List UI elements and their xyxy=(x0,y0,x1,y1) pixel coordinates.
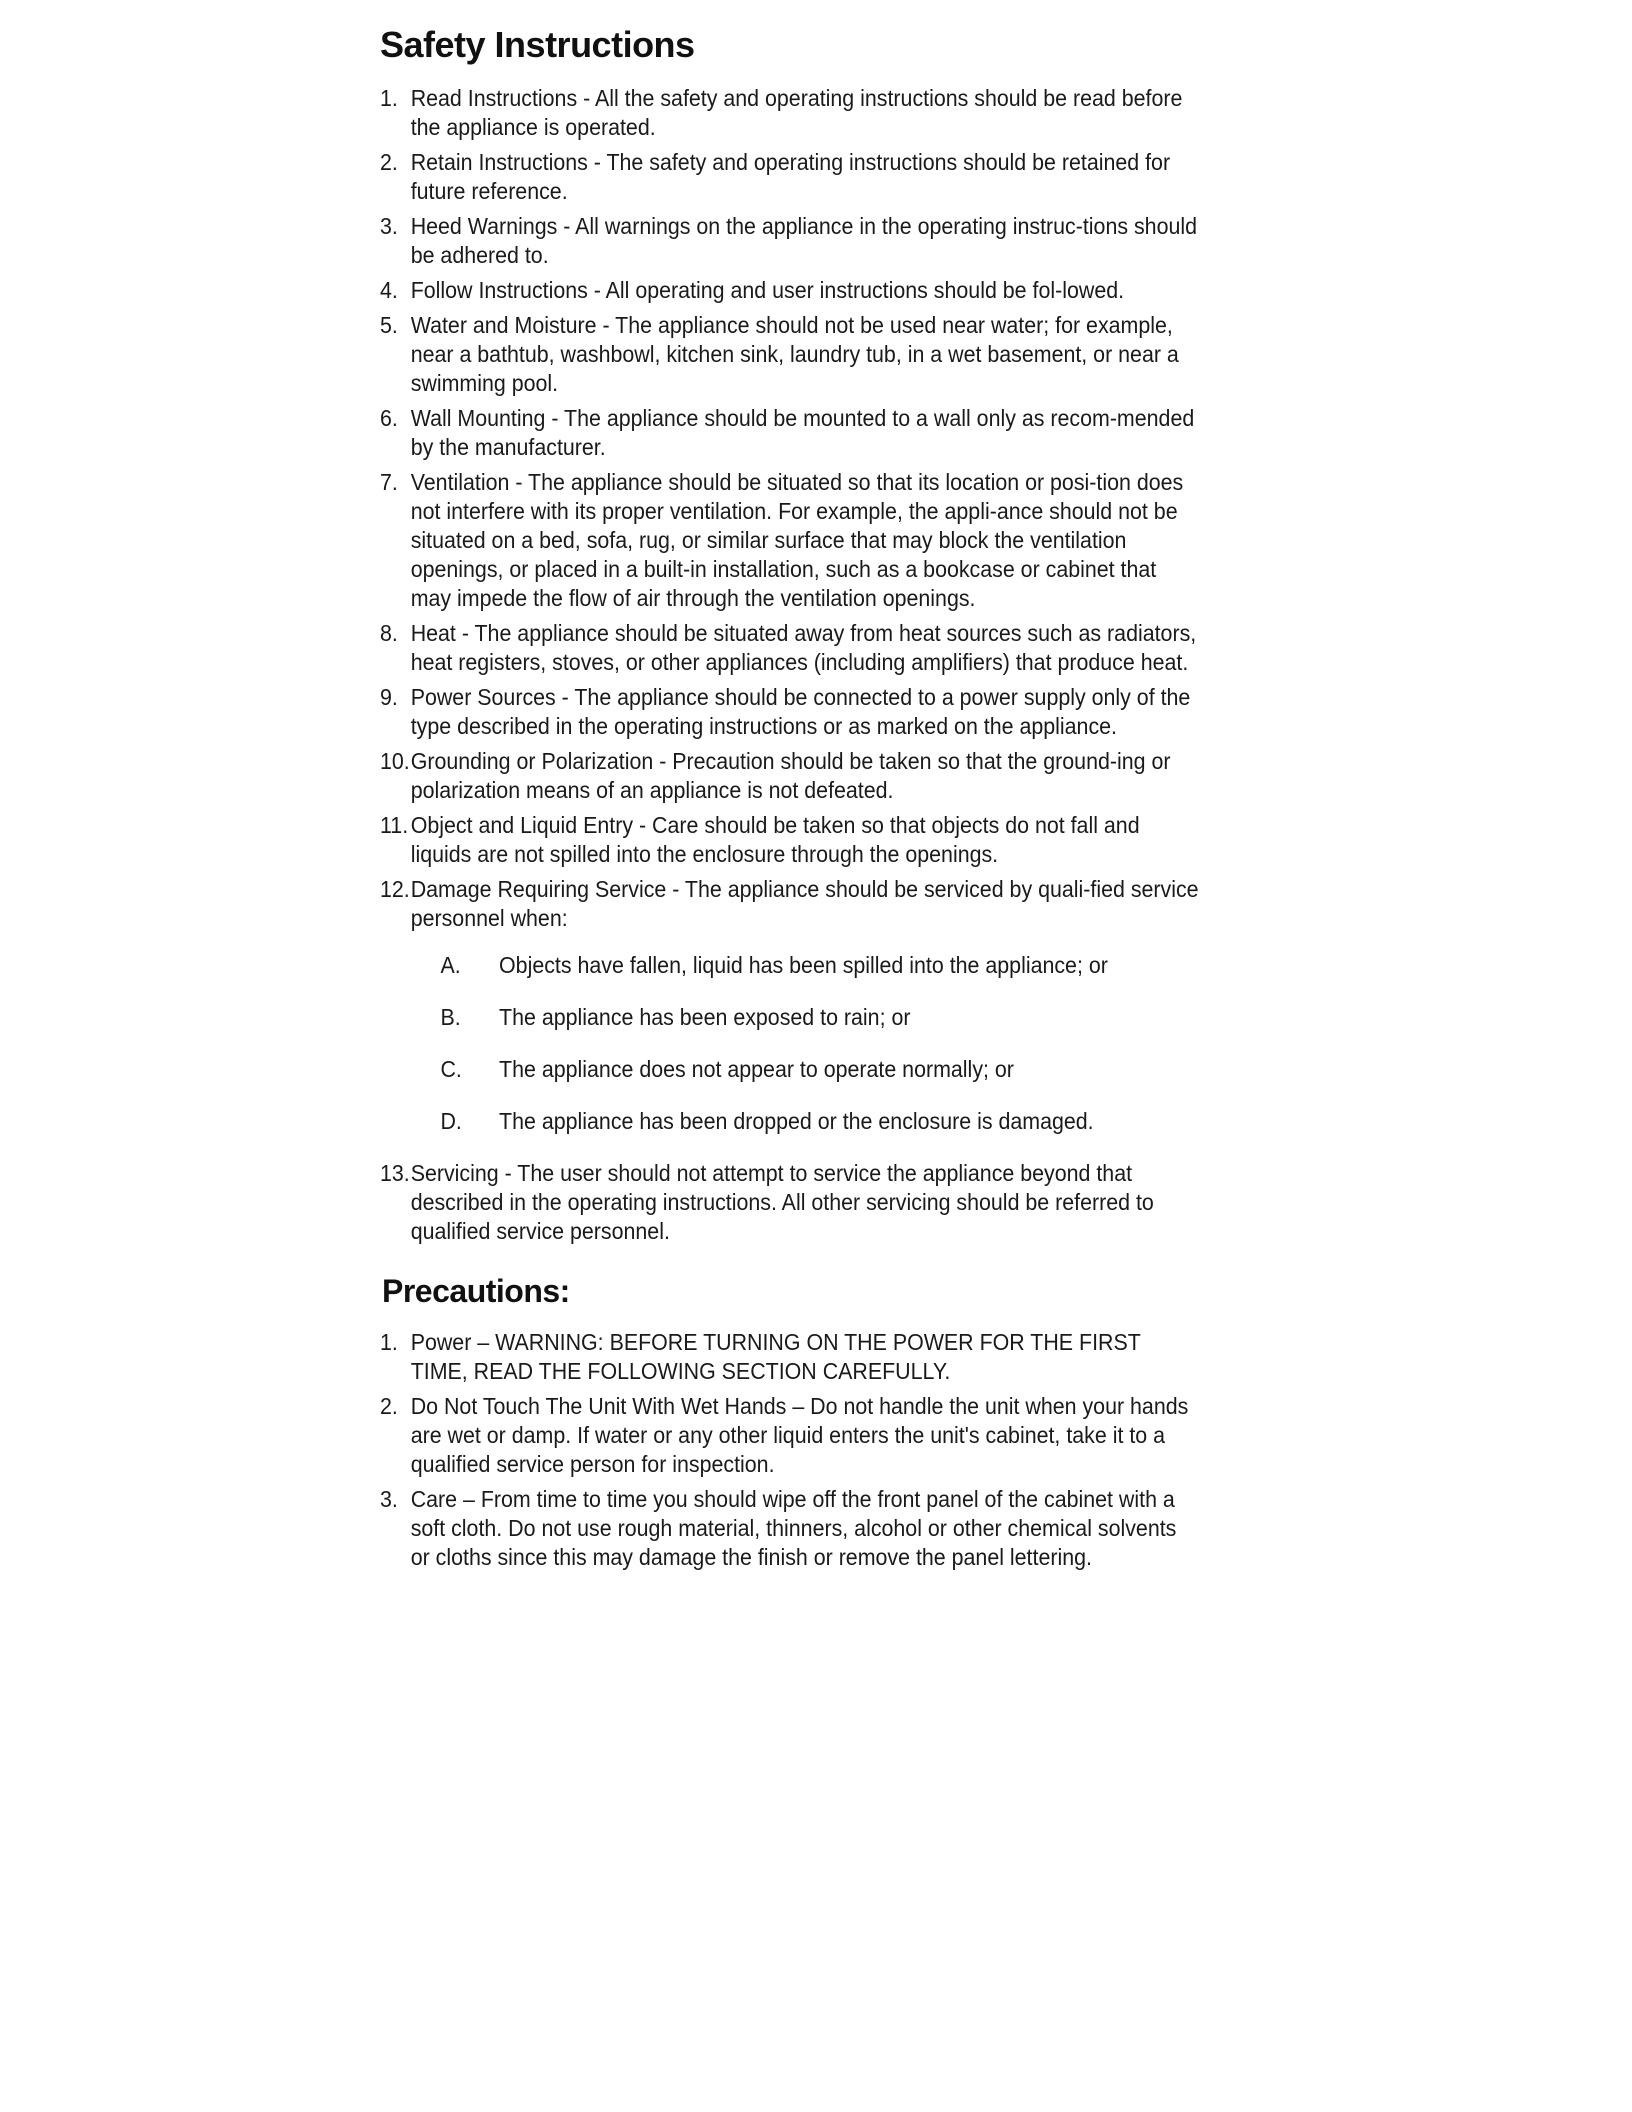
list-item xyxy=(380,619,1201,677)
item-number: 8. xyxy=(380,620,398,646)
list-item xyxy=(380,747,1201,805)
sub-item-letter: A. xyxy=(440,952,461,978)
item-number: 12. xyxy=(380,876,410,902)
list-item xyxy=(380,276,1201,305)
item-number: 13. xyxy=(380,1160,410,1186)
item-text: Read Instructions - All the safety and operating instructions should be read before the appliance is operated. xyxy=(410,85,1183,140)
item-number: 9. xyxy=(380,684,398,710)
item-text: Care – From time to time you should wipe off the front panel of the cabinet with a soft cloth. Do not use rough material, thinners, alcohol or other chemical solvents or cloths since this may damage the finish or remove the panel lettering. xyxy=(410,1486,1177,1570)
item-number: 3. xyxy=(380,213,398,239)
item-text: Wall Mounting - The appliance should be mounted to a wall only as recom-mended by the manufacturer. xyxy=(410,405,1195,460)
item-text: Ventilation - The appliance should be situated so that its location or posi-tion does not interfere with its proper ventilation. For example, the appli-ance should not be situated on a bed, sofa, rug, or similar surface that may block the ventilation openings, or placed in a built-in installation, such as a bookcase or cabinet that may impede the flow of air through the ventilation openings. xyxy=(410,469,1184,611)
item-number: 1. xyxy=(380,1329,398,1355)
item-number: 1. xyxy=(380,85,398,111)
item-text: Retain Instructions - The safety and operating instructions should be retained for future reference. xyxy=(410,149,1171,204)
list-item xyxy=(380,148,1201,206)
precautions-list xyxy=(380,1328,1189,1572)
list-item xyxy=(380,84,1201,142)
list-item xyxy=(380,683,1201,741)
item-number: 4. xyxy=(380,277,398,303)
document-page xyxy=(380,22,1199,1578)
item-text: Heed Warnings - All warnings on the appliance in the operating instruc-tions should be adhered to. xyxy=(410,213,1198,268)
item-text: Damage Requiring Service - The appliance should be serviced by quali-fied service personnel when: xyxy=(410,876,1199,931)
sub-list-item xyxy=(411,1055,1201,1084)
sub-item-text: The appliance has been dropped or the enclosure is damaged. xyxy=(499,1108,1094,1134)
sub-item-text: The appliance does not appear to operate normally; or xyxy=(499,1056,1014,1082)
sub-item-letter: C. xyxy=(440,1056,462,1082)
list-item xyxy=(380,1392,1201,1479)
item-text: Follow Instructions - All operating and user instructions should be fol-lowed. xyxy=(410,277,1125,303)
list-item xyxy=(380,212,1201,270)
sub-list-item xyxy=(411,1107,1201,1136)
item-number: 11. xyxy=(380,812,409,838)
item-text: Heat - The appliance should be situated away from heat sources such as radiators, heat registers, stoves, or other appliances (including amplifiers) that produce heat. xyxy=(410,620,1197,675)
item-number: 6. xyxy=(380,405,398,431)
item-number: 7. xyxy=(380,469,398,495)
sub-item-letter: D. xyxy=(440,1108,462,1134)
item-text: Power Sources - The appliance should be connected to a power supply only of the type described in the operating instructions or as marked on the appliance. xyxy=(410,684,1191,739)
safety-instructions-list xyxy=(380,84,1199,1246)
sub-item-letter: B. xyxy=(440,1004,461,1030)
item-text: Power – WARNING: BEFORE TURNING ON THE POWER FOR THE FIRST TIME, READ THE FOLLOWING SECTION CAREFULLY. xyxy=(410,1329,1141,1384)
list-item xyxy=(380,404,1201,462)
item-text: Do Not Touch The Unit With Wet Hands – Do not handle the unit when your hands are wet or damp. If water or any other liquid enters the unit's cabinet, take it to a qualified service person for inspection. xyxy=(410,1393,1189,1477)
list-item xyxy=(380,468,1201,613)
list-item xyxy=(380,1485,1201,1572)
list-item xyxy=(380,875,1201,1136)
item-number: 2. xyxy=(380,1393,398,1419)
list-item xyxy=(380,1159,1201,1246)
sub-item-text: Objects have fallen, liquid has been spilled into the appliance; or xyxy=(499,952,1108,978)
item-number: 2. xyxy=(380,149,398,175)
sub-list-item xyxy=(411,1003,1201,1032)
list-item xyxy=(380,1328,1201,1386)
precautions-heading: Precautions: xyxy=(382,1273,570,1309)
item-number: 10. xyxy=(380,748,410,774)
page-title: Safety Instructions xyxy=(380,24,695,65)
item-number: 5. xyxy=(380,312,398,338)
sub-list-item xyxy=(411,951,1201,980)
list-item xyxy=(380,811,1201,869)
list-item xyxy=(380,311,1201,398)
item-text: Grounding or Polarization - Precaution should be taken so that the ground-ing or polarization means of an appliance is not defeated. xyxy=(410,748,1171,803)
item-text: Object and Liquid Entry - Care should be taken so that objects do not fall and liquids are not spilled into the enclosure through the openings. xyxy=(410,812,1140,867)
item-number: 3. xyxy=(380,1486,398,1512)
service-conditions-list xyxy=(411,951,1201,1136)
item-text: Servicing - The user should not attempt to service the appliance beyond that described in the operating instructions. All other servicing should be referred to qualified service personnel. xyxy=(410,1160,1154,1244)
item-text: Water and Moisture - The appliance should not be used near water; for example, near a bathtub, washbowl, kitchen sink, laundry tub, in a wet basement, or near a swimming pool. xyxy=(410,312,1179,396)
sub-item-text: The appliance has been exposed to rain; or xyxy=(499,1004,911,1030)
